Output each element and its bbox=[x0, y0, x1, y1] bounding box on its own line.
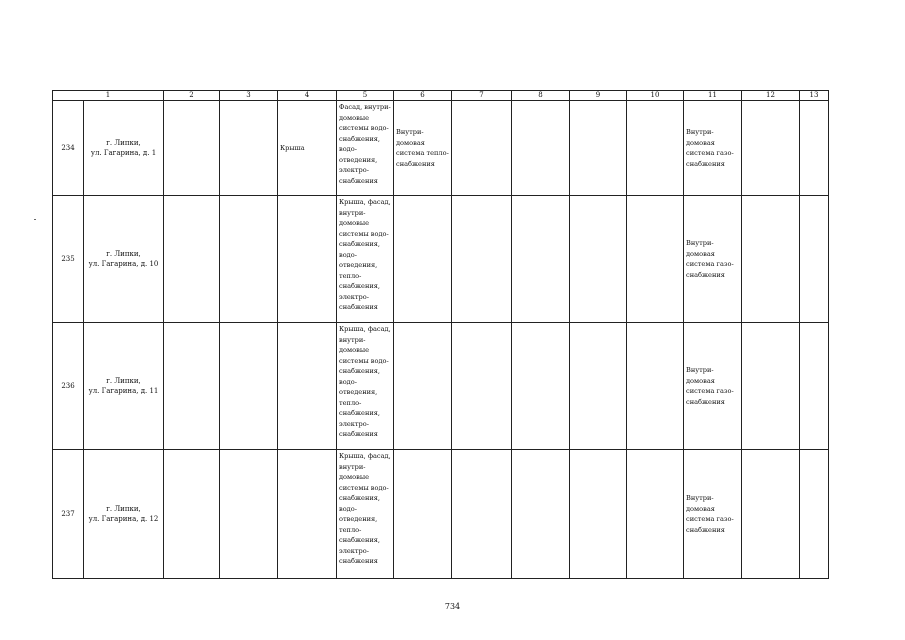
col5-cell-line: электро- bbox=[339, 419, 369, 428]
empty-cell bbox=[627, 323, 684, 450]
col5-cell-line: электро- bbox=[339, 166, 369, 174]
address-cell bbox=[84, 196, 164, 323]
col11-cell-line: снабжения bbox=[686, 159, 725, 168]
col5-cell-line: Крыша, фасад, bbox=[339, 452, 391, 460]
col5-cell-line: водо- bbox=[339, 377, 357, 386]
col5-cell-line: снабжения bbox=[339, 430, 378, 438]
empty-cell bbox=[220, 323, 278, 450]
header-row bbox=[53, 91, 829, 101]
empty-cell bbox=[742, 101, 800, 196]
col5-cell-line: Крыша, фасад, bbox=[339, 198, 391, 206]
col5-cell-line: тепло- bbox=[339, 271, 362, 280]
col5-cell-line: отведения, bbox=[339, 261, 378, 269]
empty-cell bbox=[220, 196, 278, 323]
page-number: 734 bbox=[444, 602, 461, 611]
col4-cell bbox=[278, 323, 337, 450]
col5-cell-line: отведения, bbox=[339, 388, 378, 396]
header-cell: 2 bbox=[164, 91, 220, 101]
header-cell: 1 bbox=[53, 91, 164, 101]
col5-cell-line: системы водо- bbox=[339, 229, 389, 238]
header-cell: 13 bbox=[800, 91, 829, 101]
header-cell: 9 bbox=[570, 91, 627, 101]
empty-cell bbox=[742, 450, 800, 579]
col6-cell-line: система тепло- bbox=[396, 149, 449, 157]
row-number: 237 bbox=[53, 450, 84, 579]
col5-cell-line: водо- bbox=[339, 145, 357, 153]
col5-cell-line: внутри- bbox=[339, 208, 366, 217]
col5-cell-line: домовые bbox=[339, 473, 369, 481]
empty-cell bbox=[570, 196, 627, 323]
col11-cell-line: Внутри- bbox=[686, 239, 714, 247]
col5-cell-line: электро- bbox=[339, 546, 369, 555]
col5-cell-line: отведения, bbox=[339, 155, 378, 164]
col5-cell-line: Крыша, фасад, bbox=[339, 325, 391, 333]
col6-cell-line: Внутри- bbox=[396, 128, 424, 136]
col5-cell-line: водо- bbox=[339, 504, 357, 513]
col5-cell bbox=[337, 101, 394, 196]
col5-cell-line: водо- bbox=[339, 250, 357, 259]
address-cell bbox=[84, 323, 164, 450]
col11-cell-line: снабжения bbox=[686, 270, 725, 279]
col5-cell-line: тепло- bbox=[339, 398, 362, 407]
empty-cell bbox=[627, 450, 684, 579]
table-row bbox=[53, 450, 829, 579]
empty-cell bbox=[800, 101, 829, 196]
address-cell bbox=[84, 101, 164, 196]
empty-cell bbox=[164, 450, 220, 579]
empty-cell bbox=[742, 196, 800, 323]
col11-cell-line: домовая bbox=[686, 249, 715, 258]
col5-cell-line: снабжения, bbox=[339, 367, 381, 375]
col11-cell bbox=[684, 196, 742, 323]
empty-cell bbox=[452, 323, 512, 450]
col5-cell-line: снабжения, bbox=[339, 282, 381, 290]
empty-cell bbox=[512, 101, 570, 196]
row-number: 235 bbox=[53, 196, 84, 323]
empty-cell bbox=[570, 450, 627, 579]
col11-cell-line: система газо- bbox=[686, 260, 734, 268]
empty-cell bbox=[220, 101, 278, 196]
col5-cell-line: системы водо- bbox=[339, 124, 389, 132]
empty-cell bbox=[220, 450, 278, 579]
empty-cell bbox=[627, 196, 684, 323]
col5-cell-line: снабжения, bbox=[339, 134, 381, 143]
header-cell: 4 bbox=[278, 91, 337, 101]
empty-cell bbox=[452, 450, 512, 579]
col6-cell bbox=[394, 196, 452, 323]
empty-cell bbox=[570, 323, 627, 450]
col6-cell-line: домовая bbox=[396, 138, 425, 147]
col11-cell bbox=[684, 323, 742, 450]
header-cell: 3 bbox=[220, 91, 278, 101]
address-cell-line: г. Липки, bbox=[106, 139, 141, 147]
table-row bbox=[53, 323, 829, 450]
col11-cell bbox=[684, 450, 742, 579]
col11-cell-line: Внутри- bbox=[686, 128, 714, 136]
header-cell: 8 bbox=[512, 91, 570, 101]
empty-cell bbox=[800, 196, 829, 323]
col5-cell-line: Фасад, внутри- bbox=[339, 103, 391, 111]
empty-cell bbox=[164, 323, 220, 450]
empty-cell bbox=[800, 450, 829, 579]
address-cell-line: г. Липки, bbox=[106, 377, 141, 385]
address-cell-line: ул. Гагарина, д. 1 bbox=[90, 149, 157, 157]
col5-cell-line: снабжения, bbox=[339, 494, 381, 502]
header-cell: 10 bbox=[627, 91, 684, 101]
col11-cell-line: Внутри- bbox=[686, 366, 714, 374]
col5-cell-line: тепло- bbox=[339, 525, 362, 534]
col11-cell-line: снабжения bbox=[686, 397, 725, 406]
col11-cell-line: система газо- bbox=[686, 387, 734, 395]
empty-cell bbox=[512, 196, 570, 323]
empty-cell bbox=[627, 101, 684, 196]
header-cell: 7 bbox=[452, 91, 512, 101]
col4-cell bbox=[278, 196, 337, 323]
scan-speck bbox=[34, 219, 36, 220]
col5-cell-line: домовые bbox=[339, 346, 369, 354]
address-cell-line: г. Липки, bbox=[106, 505, 141, 513]
col11-cell-line: домовая bbox=[686, 376, 715, 385]
col5-cell-line: снабжения, bbox=[339, 536, 381, 544]
col11-cell-line: снабжения bbox=[686, 525, 725, 534]
col11-cell-line: домовая bbox=[686, 504, 715, 513]
col6-cell bbox=[394, 450, 452, 579]
row-number: 236 bbox=[53, 323, 84, 450]
col5-cell-line: электро- bbox=[339, 292, 369, 301]
address-cell-line: ул. Гагарина, д. 12 bbox=[88, 515, 159, 523]
empty-cell bbox=[800, 323, 829, 450]
col6-cell-line: снабжения bbox=[396, 159, 435, 168]
col5-cell-line: отведения, bbox=[339, 515, 378, 523]
col11-cell-line: система газо- bbox=[686, 149, 734, 157]
empty-cell bbox=[452, 101, 512, 196]
empty-cell bbox=[512, 450, 570, 579]
col6-cell bbox=[394, 323, 452, 450]
col5-cell-line: снабжения bbox=[339, 557, 378, 565]
address-cell-line: ул. Гагарина, д. 11 bbox=[88, 387, 159, 395]
col11-cell-line: домовая bbox=[686, 138, 715, 147]
address-cell-line: ул. Гагарина, д. 10 bbox=[88, 260, 159, 268]
col4-cell bbox=[278, 450, 337, 579]
repair-schedule-table bbox=[52, 90, 829, 579]
col11-cell-line: система газо- bbox=[686, 515, 734, 523]
col5-cell-line: снабжения bbox=[339, 303, 378, 311]
empty-cell bbox=[452, 196, 512, 323]
address-cell bbox=[84, 450, 164, 579]
empty-cell bbox=[742, 323, 800, 450]
col11-cell bbox=[684, 101, 742, 196]
col5-cell-line: внутри- bbox=[339, 335, 366, 344]
header-cell: 5 bbox=[337, 91, 394, 101]
col5-cell-line: домовые bbox=[339, 219, 369, 227]
col5-cell-line: системы водо- bbox=[339, 356, 389, 365]
col5-cell-line: снабжения bbox=[339, 176, 378, 185]
header-cell: 12 bbox=[742, 91, 800, 101]
col5-cell bbox=[337, 450, 394, 579]
col5-cell bbox=[337, 323, 394, 450]
col5-cell-line: снабжения, bbox=[339, 240, 381, 248]
row-number: 234 bbox=[53, 101, 84, 196]
col5-cell bbox=[337, 196, 394, 323]
header-cell: 6 bbox=[394, 91, 452, 101]
address-cell-line: г. Липки, bbox=[106, 250, 141, 258]
empty-cell bbox=[512, 323, 570, 450]
table-row bbox=[53, 196, 829, 323]
header-cell: 11 bbox=[684, 91, 742, 101]
empty-cell bbox=[164, 196, 220, 323]
col6-cell bbox=[394, 101, 452, 196]
empty-cell bbox=[570, 101, 627, 196]
col5-cell-line: снабжения, bbox=[339, 409, 381, 417]
col5-cell-line: внутри- bbox=[339, 462, 366, 471]
col5-cell-line: системы водо- bbox=[339, 483, 389, 492]
col11-cell-line: Внутри- bbox=[686, 494, 714, 502]
table-row bbox=[53, 101, 829, 196]
empty-cell bbox=[164, 101, 220, 196]
col5-cell-line: домовые bbox=[339, 113, 369, 122]
col4-cell: Крыша bbox=[278, 101, 337, 196]
